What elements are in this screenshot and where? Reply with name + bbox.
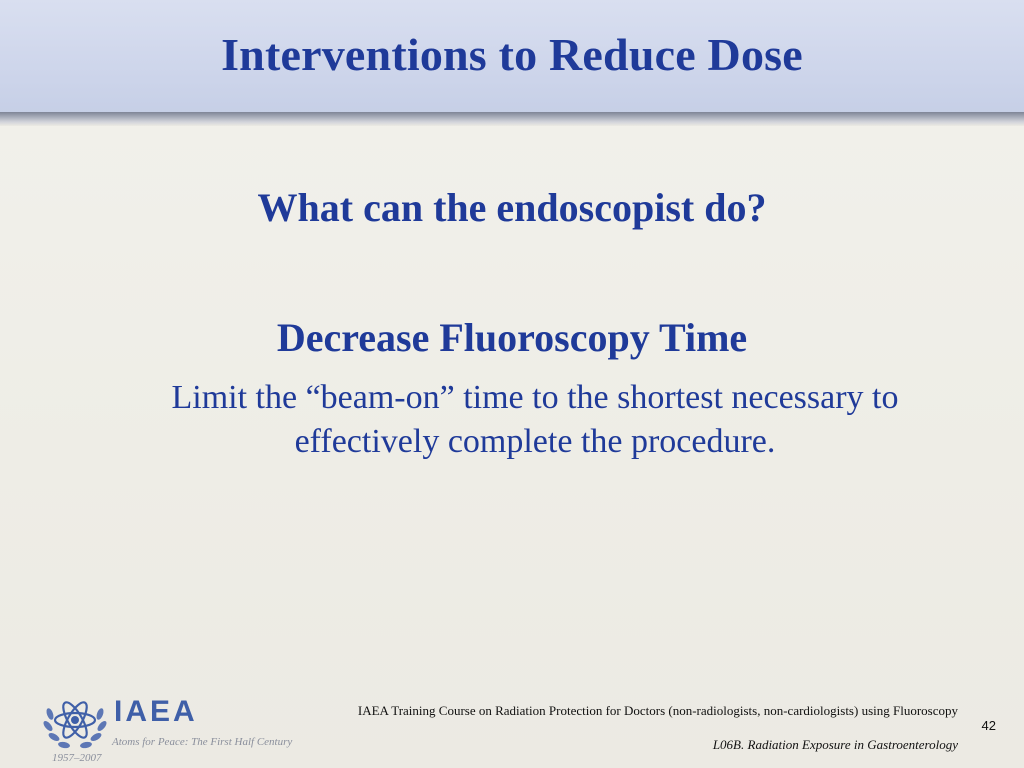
header-divider [0, 112, 1024, 126]
slide-subheading: What can the endoscopist do? [257, 185, 767, 230]
slide-topic-heading: Decrease Fluoroscopy Time [276, 315, 748, 360]
footer-lecture-title: L06B. Radiation Exposure in Gastroenterology [712, 737, 958, 752]
iaea-atom-laurel-icon [40, 690, 110, 754]
slide-body-text: Limit the “beam-on” time to the shortest necessary to effectively complete the procedure. [171, 379, 899, 460]
slide-title: Interventions to Reduce Dose [221, 29, 803, 80]
iaea-wordmark: IAEA [114, 695, 198, 728]
iaea-logo [40, 690, 320, 764]
footer-course-title: IAEA Training Course on Radiation Protection for Doctors (non-radiologists, non-cardiologists) using Fluoroscopy [357, 703, 958, 718]
page-number: 42 [981, 718, 996, 733]
logo-years: 1957–2007 [52, 752, 102, 764]
logo-tagline: Atoms for Peace: The First Half Century [112, 736, 293, 748]
